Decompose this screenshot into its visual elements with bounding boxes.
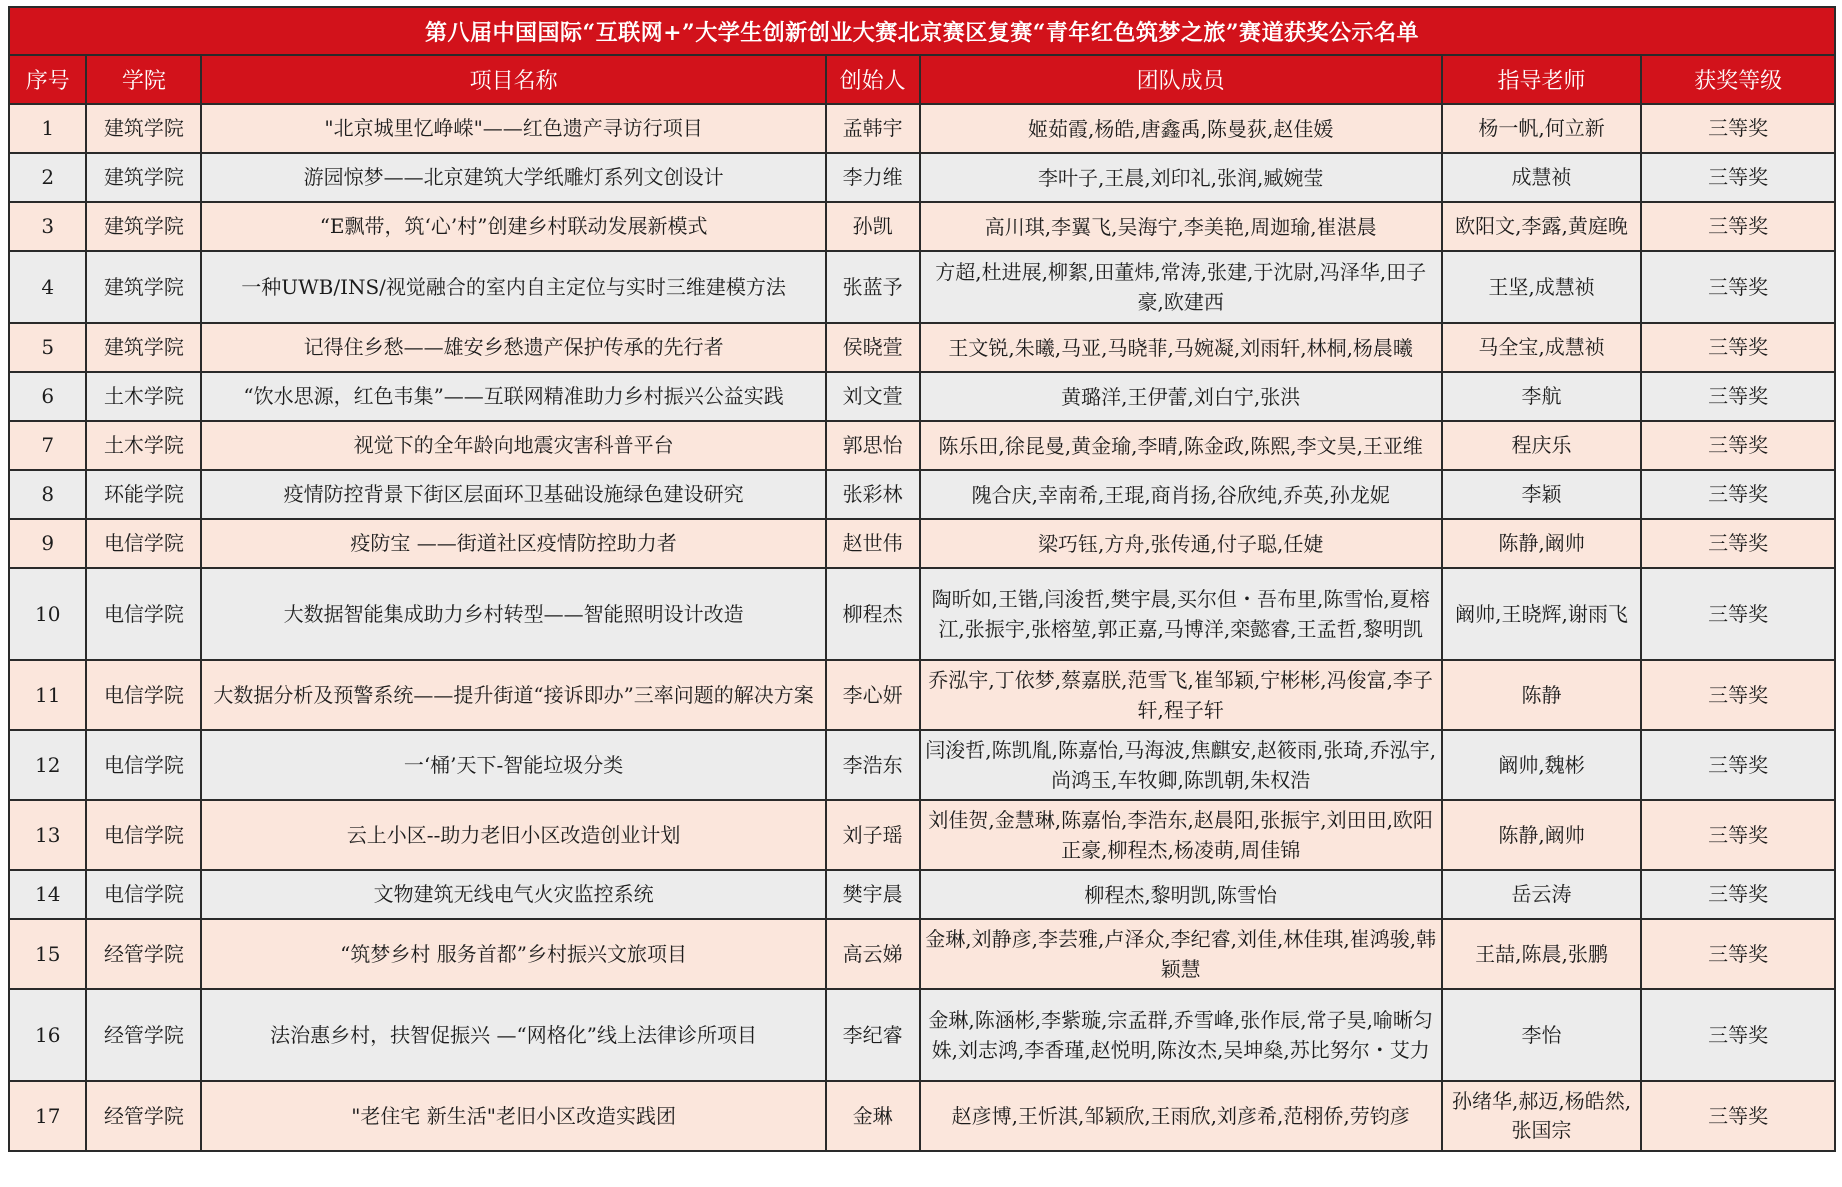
cell-award: 三等奖 <box>1641 1081 1835 1151</box>
cell-college: 电信学院 <box>86 730 201 800</box>
cell-college: 经管学院 <box>86 919 201 989</box>
cell-project: 一‘桶’天下-智能垃圾分类 <box>201 730 825 800</box>
cell-college: 建筑学院 <box>86 202 201 251</box>
cell-project: 大数据智能集成助力乡村转型——智能照明设计改造 <box>201 568 825 660</box>
cell-advisor: 李颖 <box>1442 470 1641 519</box>
cell-college: 电信学院 <box>86 660 201 730</box>
header-college[interactable]: 学院 <box>86 55 201 104</box>
cell-college: 建筑学院 <box>86 153 201 202</box>
cell-award: 三等奖 <box>1641 104 1835 153</box>
cell-no: 16 <box>9 989 86 1081</box>
cell-team: 黄璐洋,王伊蕾,刘白宁,张洪 <box>920 372 1442 421</box>
cell-project: 疫情防控背景下街区层面环卫基础设施绿色建设研究 <box>201 470 825 519</box>
cell-award: 三等奖 <box>1641 372 1835 421</box>
cell-award: 三等奖 <box>1641 800 1835 870</box>
cell-project: 疫防宝 ——街道社区疫情防控助力者 <box>201 519 825 568</box>
cell-college: 电信学院 <box>86 519 201 568</box>
table-row[interactable] <box>9 153 1835 202</box>
cell-award: 三等奖 <box>1641 323 1835 372</box>
cell-team: 李叶子,王晨,刘印礼,张润,臧婉莹 <box>920 153 1442 202</box>
cell-award: 三等奖 <box>1641 421 1835 470</box>
table-row[interactable] <box>9 323 1835 372</box>
table-row[interactable] <box>9 870 1835 919</box>
table-row[interactable] <box>9 421 1835 470</box>
cell-team: 乔泓宇,丁依梦,蔡嘉朕,范雪飞,崔邹颖,宁彬彬,冯俊富,李子轩,程子轩 <box>920 660 1442 730</box>
cell-founder: 刘文萱 <box>826 372 920 421</box>
cell-award: 三等奖 <box>1641 153 1835 202</box>
cell-team: 王文锐,朱曦,马亚,马晓菲,马婉凝,刘雨轩,林桐,杨晨曦 <box>920 323 1442 372</box>
cell-project: “E飘带，筑‘心’村”创建乡村联动发展新模式 <box>201 202 825 251</box>
cell-founder: 李心妍 <box>826 660 920 730</box>
table-row[interactable] <box>9 800 1835 870</box>
cell-team: 柳程杰,黎明凯,陈雪怡 <box>920 870 1442 919</box>
header-row <box>9 55 1835 104</box>
cell-no: 11 <box>9 660 86 730</box>
cell-advisor: 阚帅,魏彬 <box>1442 730 1641 800</box>
table-row[interactable] <box>9 568 1835 660</box>
header-no[interactable]: 序号 <box>9 55 86 104</box>
header-team[interactable]: 团队成员 <box>920 55 1442 104</box>
cell-team: 方超,杜进展,柳絮,田董炜,常涛,张建,于沈尉,冯泽华,田子豪,欧建西 <box>920 251 1442 323</box>
cell-advisor: 陈静,阚帅 <box>1442 519 1641 568</box>
cell-college: 土木学院 <box>86 372 201 421</box>
cell-no: 10 <box>9 568 86 660</box>
cell-advisor: 王坚,成慧祯 <box>1442 251 1641 323</box>
cell-founder: 李浩东 <box>826 730 920 800</box>
table-row[interactable] <box>9 202 1835 251</box>
cell-advisor: 成慧祯 <box>1442 153 1641 202</box>
table-row[interactable] <box>9 1081 1835 1151</box>
cell-advisor: 阚帅,王晓辉,谢雨飞 <box>1442 568 1641 660</box>
cell-advisor: 欧阳文,李露,黄庭晚 <box>1442 202 1641 251</box>
cell-team: 陈乐田,徐昆曼,黄金瑜,李晴,陈金政,陈熙,李文昊,王亚维 <box>920 421 1442 470</box>
cell-founder: 刘子瑶 <box>826 800 920 870</box>
cell-project: "老住宅 新生活"老旧小区改造实践团 <box>201 1081 825 1151</box>
cell-project: 法治惠乡村，扶智促振兴 —“网格化”线上法律诊所项目 <box>201 989 825 1081</box>
table-row[interactable] <box>9 989 1835 1081</box>
cell-college: 土木学院 <box>86 421 201 470</box>
cell-no: 9 <box>9 519 86 568</box>
table-row[interactable] <box>9 519 1835 568</box>
cell-no: 3 <box>9 202 86 251</box>
header-advisor[interactable]: 指导老师 <box>1442 55 1641 104</box>
cell-college: 环能学院 <box>86 470 201 519</box>
cell-project: 一种UWB/INS/视觉融合的室内自主定位与实时三维建模方法 <box>201 251 825 323</box>
cell-college: 建筑学院 <box>86 104 201 153</box>
cell-no: 12 <box>9 730 86 800</box>
cell-founder: 赵世伟 <box>826 519 920 568</box>
cell-advisor: 程庆乐 <box>1442 421 1641 470</box>
cell-founder: 孟韩宇 <box>826 104 920 153</box>
cell-founder: 孙凯 <box>826 202 920 251</box>
cell-award: 三等奖 <box>1641 568 1835 660</box>
award-table <box>8 6 1836 1152</box>
cell-team: 闫浚哲,陈凯胤,陈嘉怡,马海波,焦麒安,赵筱雨,张琦,乔泓宇,尚鸿玉,车牧卿,陈凯朝,朱权浩 <box>920 730 1442 800</box>
header-project[interactable]: 项目名称 <box>201 55 825 104</box>
cell-award: 三等奖 <box>1641 989 1835 1081</box>
award-list-sheet <box>8 6 1836 1152</box>
cell-project: “饮水思源，红色韦集”——互联网精准助力乡村振兴公益实践 <box>201 372 825 421</box>
cell-college: 电信学院 <box>86 568 201 660</box>
table-row[interactable] <box>9 919 1835 989</box>
cell-college: 经管学院 <box>86 989 201 1081</box>
cell-team: 金琳,刘静彦,李芸雅,卢泽众,李纪睿,刘佳,林佳琪,崔鸿骏,韩颖慧 <box>920 919 1442 989</box>
cell-award: 三等奖 <box>1641 202 1835 251</box>
cell-team: 姬茹霞,杨皓,唐鑫禹,陈曼荻,赵佳媛 <box>920 104 1442 153</box>
table-row[interactable] <box>9 372 1835 421</box>
cell-founder: 郭思怡 <box>826 421 920 470</box>
cell-award: 三等奖 <box>1641 251 1835 323</box>
cell-founder: 樊宇晨 <box>826 870 920 919</box>
cell-advisor: 王喆,陈晨,张鹏 <box>1442 919 1641 989</box>
cell-project: 云上小区--助力老旧小区改造创业计划 <box>201 800 825 870</box>
cell-college: 经管学院 <box>86 1081 201 1151</box>
cell-project: 视觉下的全年龄向地震灾害科普平台 <box>201 421 825 470</box>
cell-team: 隗合庆,幸南希,王琨,商肖扬,谷欣纯,乔英,孙龙妮 <box>920 470 1442 519</box>
header-award[interactable]: 获奖等级 <box>1641 55 1835 104</box>
table-row[interactable] <box>9 730 1835 800</box>
cell-award: 三等奖 <box>1641 519 1835 568</box>
cell-advisor: 陈静,阚帅 <box>1442 800 1641 870</box>
header-founder[interactable]: 创始人 <box>826 55 920 104</box>
cell-founder: 柳程杰 <box>826 568 920 660</box>
table-row[interactable] <box>9 470 1835 519</box>
cell-award: 三等奖 <box>1641 730 1835 800</box>
cell-founder: 金琳 <box>826 1081 920 1151</box>
cell-project: 大数据分析及预警系统——提升街道“接诉即办”三率问题的解决方案 <box>201 660 825 730</box>
cell-award: 三等奖 <box>1641 470 1835 519</box>
cell-college: 电信学院 <box>86 800 201 870</box>
cell-no: 17 <box>9 1081 86 1151</box>
cell-no: 7 <box>9 421 86 470</box>
cell-award: 三等奖 <box>1641 660 1835 730</box>
table-row[interactable] <box>9 104 1835 153</box>
cell-advisor: 李怡 <box>1442 989 1641 1081</box>
cell-founder: 侯晓萱 <box>826 323 920 372</box>
table-body <box>9 104 1835 1151</box>
cell-college: 建筑学院 <box>86 323 201 372</box>
cell-founder: 张蓝予 <box>826 251 920 323</box>
cell-no: 6 <box>9 372 86 421</box>
cell-founder: 李力维 <box>826 153 920 202</box>
cell-award: 三等奖 <box>1641 870 1835 919</box>
cell-team: 赵彦博,王忻淇,邹颖欣,王雨欣,刘彦希,范栩侨,劳钧彦 <box>920 1081 1442 1151</box>
cell-team: 高川琪,李翼飞,吴海宁,李美艳,周迦瑜,崔湛晨 <box>920 202 1442 251</box>
cell-team: 梁巧钰,方舟,张传通,付子聪,任婕 <box>920 519 1442 568</box>
cell-college: 建筑学院 <box>86 251 201 323</box>
cell-no: 14 <box>9 870 86 919</box>
cell-no: 5 <box>9 323 86 372</box>
cell-project: "北京城里忆峥嵘"——红色遗产寻访行项目 <box>201 104 825 153</box>
cell-college: 电信学院 <box>86 870 201 919</box>
cell-project: 记得住乡愁——雄安乡愁遗产保护传承的先行者 <box>201 323 825 372</box>
table-row[interactable] <box>9 660 1835 730</box>
cell-project: 游园惊梦——北京建筑大学纸雕灯系列文创设计 <box>201 153 825 202</box>
cell-no: 4 <box>9 251 86 323</box>
cell-team: 金琳,陈涵彬,李紫璇,宗孟群,乔雪峰,张作辰,常子昊,喻晰匀姝,刘志鸿,李香瑾,赵悦明,陈汝杰,吴坤燊,苏比努尔・艾力 <box>920 989 1442 1081</box>
table-row[interactable] <box>9 251 1835 323</box>
cell-team: 陶昕如,王锴,闫浚哲,樊宇晨,买尔但・吾布里,陈雪怡,夏榕江,张振宇,张榕堃,郭正嘉,马博洋,栾懿睿,王孟哲,黎明凯 <box>920 568 1442 660</box>
cell-advisor: 岳云涛 <box>1442 870 1641 919</box>
cell-advisor: 孙绪华,郝迈,杨皓然,张国宗 <box>1442 1081 1641 1151</box>
cell-advisor: 杨一帆,何立新 <box>1442 104 1641 153</box>
cell-advisor: 陈静 <box>1442 660 1641 730</box>
cell-no: 8 <box>9 470 86 519</box>
cell-founder: 张彩林 <box>826 470 920 519</box>
cell-advisor: 马全宝,成慧祯 <box>1442 323 1641 372</box>
cell-no: 15 <box>9 919 86 989</box>
cell-founder: 高云娣 <box>826 919 920 989</box>
table-title: 第八届中国国际“互联网+”大学生创新创业大赛北京赛区复赛“青年红色筑梦之旅”赛道获奖公示名单 <box>9 7 1835 55</box>
cell-founder: 李纪睿 <box>826 989 920 1081</box>
cell-no: 1 <box>9 104 86 153</box>
cell-advisor: 李航 <box>1442 372 1641 421</box>
cell-no: 13 <box>9 800 86 870</box>
cell-project: “筑梦乡村 服务首都”乡村振兴文旅项目 <box>201 919 825 989</box>
cell-project: 文物建筑无线电气火灾监控系统 <box>201 870 825 919</box>
cell-award: 三等奖 <box>1641 919 1835 989</box>
cell-team: 刘佳贺,金慧琳,陈嘉怡,李浩东,赵晨阳,张振宇,刘田田,欧阳正豪,柳程杰,杨凌萌,周佳锦 <box>920 800 1442 870</box>
cell-no: 2 <box>9 153 86 202</box>
